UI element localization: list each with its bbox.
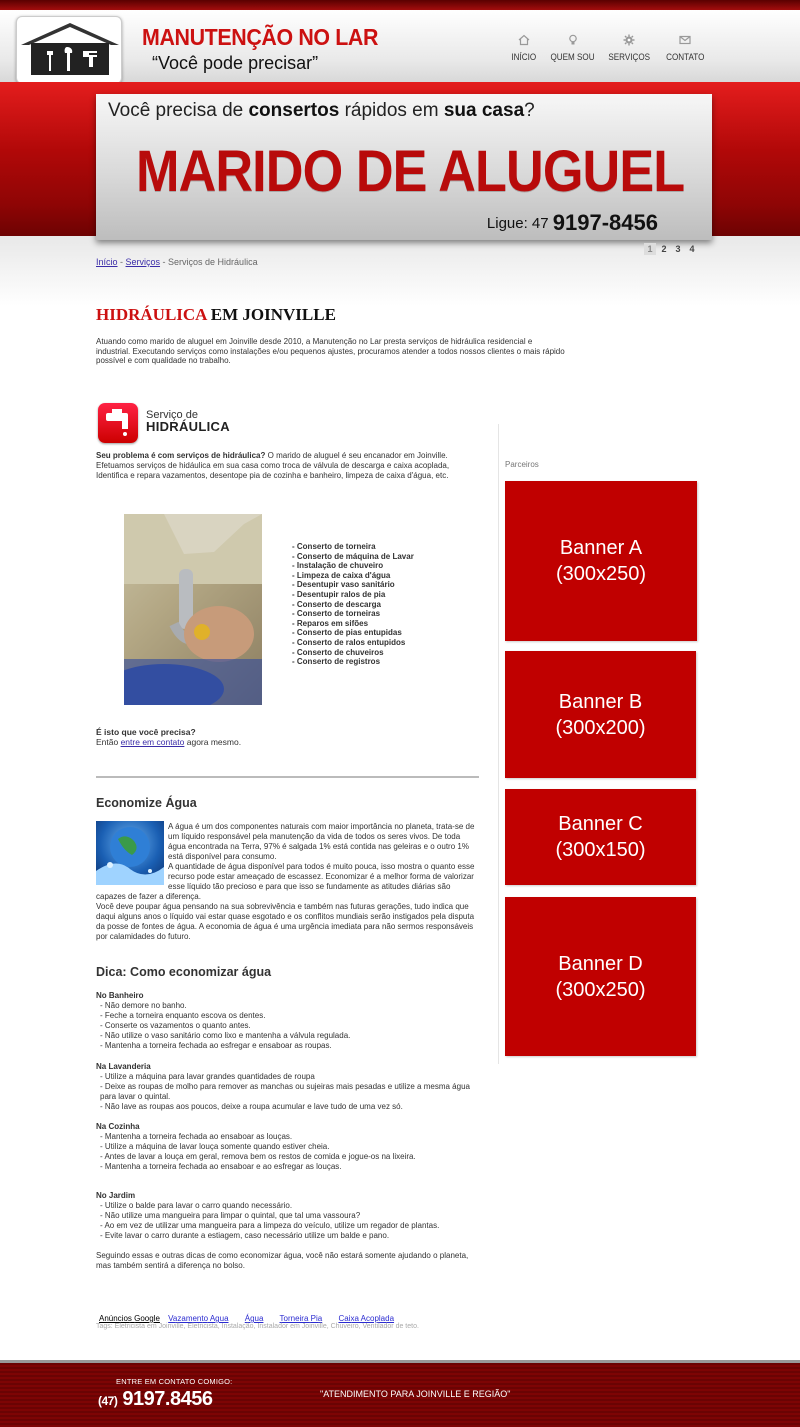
banner-c[interactable]: Banner C (300x150) [505,789,696,885]
page-title: HIDRÁULICA EM JOINVILLE [96,305,336,324]
ad-link[interactable]: Torneira Pia [279,1314,323,1323]
section-divider [96,776,479,778]
list-item: - Utilize o balde para lavar o carro quando necessário. [100,1200,293,1210]
list-item: - Conserte os vazamentos o quanto antes. [100,1021,251,1031]
banner-d[interactable]: Banner D (300x250) [505,897,696,1056]
tips-section-title: No Jardim [96,1190,136,1200]
list-item: - Conserto de registros [292,657,381,667]
water-title: Economize Água [96,796,197,810]
nav-label: QUEM SOU [550,52,595,62]
ads-label[interactable]: Anúncios Google [99,1314,160,1323]
list-item: - Mantenha a torneira fechada ao ensaboar e ao esfregar as louças. [100,1162,342,1172]
list-item: - Conserto de máquina de Lavar [292,551,414,561]
breadcrumb: Início - Serviços - Serviços de Hidráulica [96,257,258,267]
gear-icon [623,34,635,46]
water-paragraph: Você deve poupar água pensando na sua sobrevivência e também nas futuras gerações, tudo indica que daqui alguns anos o líquido vai estar quase esgotado e os conflitos mundiais serão instigados pela disputa da posse de fontes de água. A economia de água é uma urgência imediata para não sermos responsáveis por calamidades do futuro. [96,902,475,941]
list-item: - Instalação de chuveiro [292,561,384,571]
tips-section-title: No Banheiro [96,991,144,1000]
brand-slogan: “Você pode precisar” [152,53,319,73]
brand-name: MANUTENÇÃO NO LAR [142,24,379,50]
pager-dot-2[interactable]: 2 [661,244,667,254]
main-nav [500,34,720,74]
pager-dot-1[interactable]: 1 [644,243,656,255]
tips-section-title: Na Cozinha [96,1122,140,1132]
service-list [292,542,414,667]
nav-label: CONTATO [666,52,705,62]
list-item: - Conserto de chuveiros [292,647,384,657]
ad-link[interactable]: Água [244,1314,264,1323]
list-item: - Evite lavar o carro durante a estiagem, caso necessário utilize um balde e pano. [100,1230,390,1240]
nav-label: SERVIÇOS [608,52,651,62]
pager-dot-3[interactable]: 3 [675,244,681,254]
list-item: - Limpeza de caixa d'água [292,570,391,580]
breadcrumb-home[interactable]: Início [96,257,118,267]
tips-section-title: Na Lavanderia [96,1061,151,1071]
ad-link[interactable]: Vazamento Agua [168,1314,229,1323]
slider-pager [644,243,700,255]
breadcrumb-services[interactable]: Serviços [125,257,161,267]
hero-banner[interactable] [96,94,712,240]
contact-prompt: É isto que você precisa? Então entre em contato agora mesmo. [96,727,242,747]
tips-closing: Seguindo essas e outras dicas de como economizar água, você não estará somente ajudando o planeta, mas também sentirá a diferença no bolso. [96,1250,469,1271]
list-item: - Conserto de descarga [292,599,381,609]
contact-link[interactable]: entre em contato [120,737,185,747]
list-item: - Conserto de ralos entupidos [292,637,406,647]
faucet-icon [98,403,138,443]
lightbulb-icon [567,34,579,46]
footer-phone: (47) 9197.8456 [98,1388,213,1410]
google-ads-links [99,1314,408,1323]
nav-contato[interactable] [664,34,707,62]
list-item: - Conserto de torneiras [292,609,381,619]
list-item: - Desentupir ralos de pia [292,589,386,599]
tips-title: Dica: Como economizar água [96,965,272,979]
list-item: - Ao em vez de utilizar uma mangueira para a limpeza do veículo, utilize um regador de plantas. [100,1220,440,1230]
nav-inicio[interactable] [510,34,538,62]
mail-icon [679,34,691,46]
nav-label: INÍCIO [511,52,537,62]
list-item: - Feche a torneira enquanto escova os dentes. [100,1011,266,1021]
earth-water-image [96,821,164,885]
list-item: - Não demore no banho. [100,1001,187,1011]
site-logo[interactable] [16,16,122,84]
footer-contact-label: ENTRE EM CONTATO COMIGO: [116,1377,233,1386]
home-icon [518,34,530,46]
page-intro: Atuando como marido de aluguel em Joinville desde 2010, a Manutenção no Lar presta serviços de hidráulica residencial e industrial. Executando serviços como instalações e/ou pequenos ajustes, procuramos atender a todos nossos clientes o mais rápido possível e com qualidade no trabalho. [96,337,565,365]
nav-quem-sou[interactable] [548,34,597,62]
list-item: - Conserto de pias entupidas [292,628,402,638]
sidebar-divider [498,424,499,1064]
list-item: - Desentupir vaso sanitário [292,580,395,590]
list-item: - Deixe as roupas de molho para remover as manchas ou sujeiras mais pesadas e utilize a mesma água para lavar o quintal. [100,1081,470,1101]
water-paragraph: A água é um dos componentes naturais com maior importância no planeta, trata-se de um líquido responsável pela manutenção da vida de todos os seres vivos. De toda água encontrada na Terra, 97% é salgada 1% está contida nas geleiras e o outro 1% está disponível para consumo. [168,822,475,861]
list-item: - Utilize a máquina para lavar grandes quantidades de roupa [100,1071,315,1081]
plumber-photo [124,514,262,705]
breadcrumb-current: Serviços de Hidráulica [168,257,258,267]
hero-phone: Ligue: 47 9197-8456 [486,210,658,235]
need-question: É isto que você precisa? [96,727,196,737]
list-item: - Conserto de torneira [292,542,376,551]
service-description: Seu problema é com serviços de hidráulica? O marido de aluguel é seu encanador em Joinville. Efetuamos serviços de hidáulica em sua casa como troca de válvula de descarga e caixa acoplada, Identifica e repara vazamentos, desentope pia de cozinha e banheiro, limpeza de caixa d'água, etc. [96,451,450,480]
list-item: - Não utilize o vaso sanitário como lixo e mantenha a válvula regulada. [100,1031,351,1041]
list-item: - Não utilize uma mangueira para limpar o quintal, que tal uma vassoura? [100,1210,361,1220]
nav-servicos[interactable] [606,34,652,62]
list-item: - Mantenha a torneira fechada ao esfregar e ensaboar as roupas. [100,1041,332,1051]
house-tools-icon [17,17,122,84]
hero-headline: MARIDO DE ALUGUEL [136,139,685,204]
list-item: - Mantenha a torneira fechada ao ensaboar as louças. [100,1132,293,1142]
list-item: - Não lave as roupas aos poucos, deixe a roupa acumular e lave tudo de uma vez só. [100,1101,403,1111]
banner-b[interactable]: Banner B (300x200) [505,651,696,778]
partners-label: Parceiros [505,460,539,469]
list-item: - Utilize a máquina de lavar louça somente quando estiver cheia. [100,1142,330,1152]
hero-question: Você precisa de consertos rápidos em sua casa? [108,100,535,121]
ad-link[interactable]: Caixa Acoplada [338,1314,395,1323]
site-footer [0,1360,800,1427]
water-paragraph: A quantidade de água disponível para todos é muito pouca, isso mostra o quanto esse recurso pode estar ameaçado de escassez. Economizar é a melhor forma de valorizar esse líquido tão precioso e para que isso se fundamente as atitudes diárias são capazes de fazer a diferença. [96,862,475,901]
footer-service-area: "ATENDIMENTO PARA JOINVILLE E REGIÃO" [320,1389,511,1399]
tags-line: Tags: Eletricista em Joinville, Eletricista, Instalação, Instalador em Joinville, Chuveiro, Ventilador de teto. [96,1323,419,1330]
pager-dot-4[interactable]: 4 [689,244,695,254]
top-bar [0,0,800,10]
tips-list [96,991,480,1271]
service-title: Serviço de HIDRÁULICA [146,409,230,434]
list-item: - Antes de lavar a louça em geral, remova bem os restos de comida e jogue-os na lixeira. [100,1152,416,1162]
list-item: - Reparos em sifões [292,618,369,628]
banner-a[interactable]: Banner A (300x250) [505,481,697,641]
